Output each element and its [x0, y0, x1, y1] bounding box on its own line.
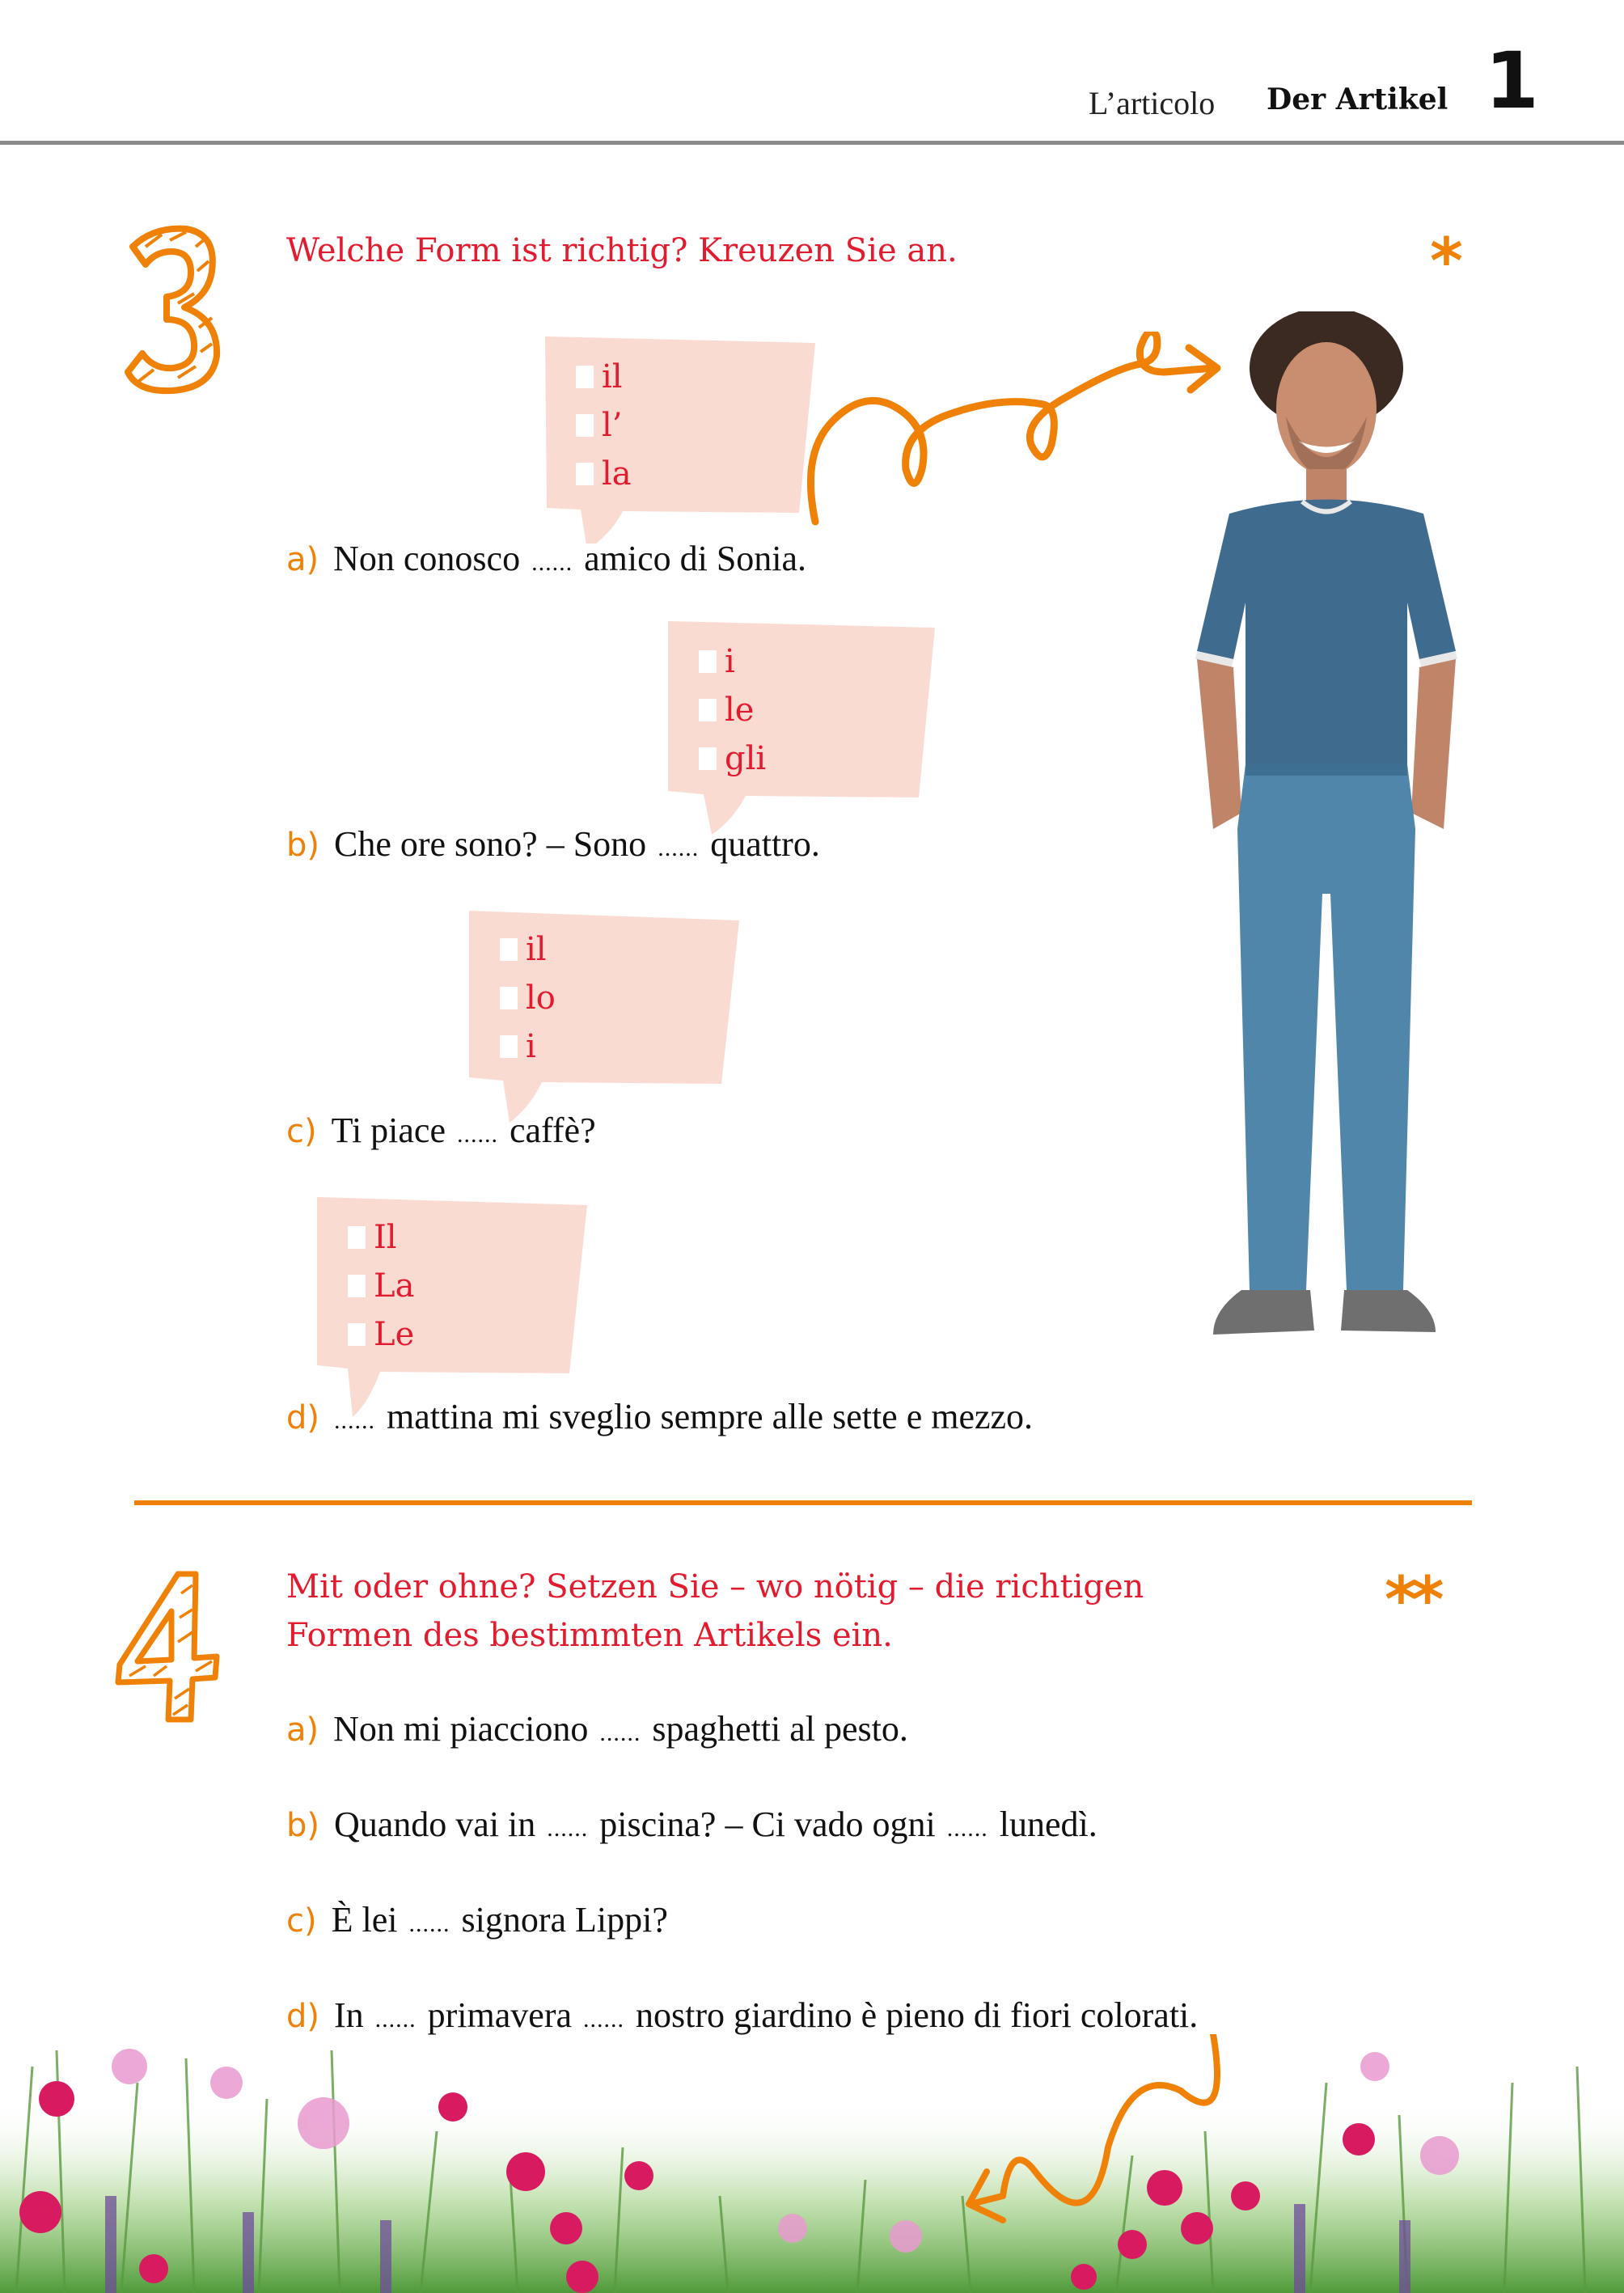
blank[interactable]: ......	[583, 2006, 624, 2033]
hand-drawn-number-4-icon	[113, 1569, 235, 1723]
blank[interactable]: ......	[456, 1121, 498, 1148]
blank[interactable]: ......	[658, 835, 700, 861]
exercise-3-item-c: c) Ti piace ...... caffè?	[286, 1111, 596, 1150]
option-c-3[interactable]: i	[500, 1022, 536, 1071]
page-header	[0, 0, 1624, 144]
exercise-4-item-b: b) Quando vai in ...... piscina? – Ci vado ogni ...... lunedì.	[286, 1804, 1097, 1844]
checkbox[interactable]	[348, 1323, 366, 1346]
checkbox[interactable]	[699, 650, 717, 673]
header-title-german: Der Artikel	[1267, 82, 1448, 116]
blank[interactable]: ......	[531, 549, 573, 576]
option-b-2[interactable]: le	[699, 686, 754, 734]
exercise-4-item-d: d) In ...... primavera ...... nostro giardino è pieno di fiori colorati.	[286, 1995, 1199, 2035]
options-bubble-a	[542, 333, 817, 544]
checkbox[interactable]	[699, 747, 717, 770]
section-divider	[134, 1500, 1472, 1505]
checkbox[interactable]	[699, 699, 717, 721]
option-c-1[interactable]: il	[500, 925, 547, 974]
option-d-3[interactable]: Le	[348, 1310, 414, 1359]
option-b-3[interactable]: gli	[699, 734, 766, 783]
checkbox[interactable]	[576, 463, 594, 485]
header-title-italian: L’articolo	[1089, 85, 1216, 121]
blank[interactable]: ......	[599, 1720, 641, 1746]
option-a-2[interactable]: l’	[576, 401, 623, 450]
checkbox[interactable]	[500, 938, 518, 961]
checkbox[interactable]	[500, 987, 518, 1009]
option-a-1[interactable]: il	[576, 353, 623, 401]
blank[interactable]: ......	[946, 1815, 988, 1842]
checkbox[interactable]	[576, 414, 594, 437]
option-d-1[interactable]: Il	[348, 1213, 397, 1262]
option-b-1[interactable]: i	[699, 637, 735, 686]
options-bubble-b	[665, 618, 940, 852]
checkbox[interactable]	[348, 1275, 366, 1297]
options-bubble-d	[315, 1195, 590, 1430]
man-photo	[1165, 311, 1472, 1363]
header-divider	[0, 141, 1624, 145]
option-c-2[interactable]: lo	[500, 974, 556, 1022]
exercise-3-item-d: d) ...... mattina mi sveglio sempre alle sette e mezzo.	[286, 1397, 1034, 1436]
flower-meadow-footer	[0, 2034, 1624, 2293]
option-d-2[interactable]: La	[348, 1262, 414, 1310]
checkbox[interactable]	[576, 366, 594, 388]
checkbox[interactable]	[500, 1035, 518, 1058]
exercise-3-number	[121, 222, 226, 396]
option-a-3[interactable]: la	[576, 450, 632, 498]
checkbox[interactable]	[348, 1226, 366, 1249]
options-bubble-c	[469, 907, 744, 1142]
blank[interactable]: ......	[374, 2006, 417, 2033]
exercise-4-number	[113, 1569, 235, 1723]
exercise-3-instruction: Welche Form ist richtig? Kreuzen Sie an.	[286, 232, 958, 269]
blank[interactable]: ......	[408, 1910, 450, 1937]
difficulty-stars-2: **	[1385, 1564, 1438, 1637]
blank[interactable]: ......	[334, 1407, 375, 1434]
hand-drawn-number-3-icon	[121, 222, 226, 396]
chapter-number: 1	[1485, 36, 1539, 126]
exercise-4-item-c: c) È lei ...... signora Lippi?	[286, 1900, 668, 1940]
blank[interactable]: ......	[547, 1815, 589, 1842]
exercise-3-item-b: b) Che ore sono? – Sono ...... quattro.	[286, 824, 820, 864]
exercise-4-item-a: a) Non mi piacciono ...... spaghetti al pesto.	[286, 1709, 908, 1749]
exercise-3-item-a: a) Non conosco ...... amico di Sonia.	[286, 539, 807, 578]
difficulty-stars-1: *	[1430, 226, 1457, 298]
exercise-4-instruction: Mit oder ohne? Setzen Sie – wo nötig – die richtigen Formen des bestimmten Artikels ein.	[286, 1568, 1144, 1654]
